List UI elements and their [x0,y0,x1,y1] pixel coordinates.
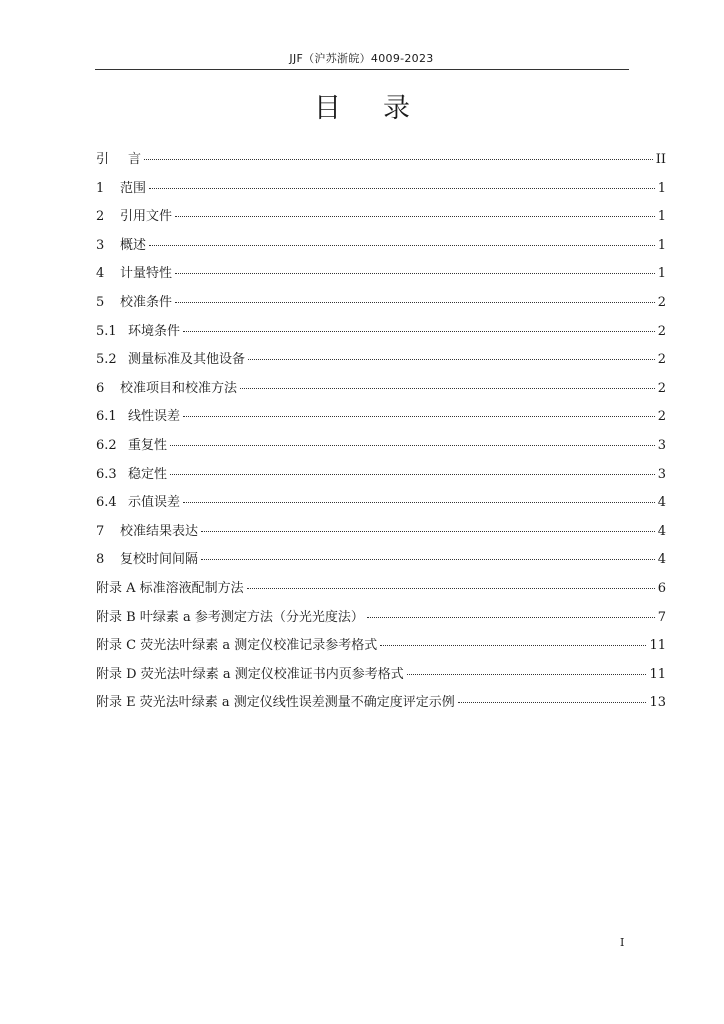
toc-entry-label: 校准结果表达 [120,523,199,539]
toc-entry-label: 言 [128,152,142,167]
toc-entry[interactable] [96,405,666,434]
title-char-2: 录 [383,93,410,124]
toc-entry-page: 2 [657,323,666,339]
toc-entry-label: 引用文件 [120,209,173,225]
toc-entry-page: 6 [657,580,666,596]
toc-entry-label: 计量特性 [120,266,173,282]
table-of-contents [96,148,666,720]
toc-entry-page: 11 [649,666,666,682]
toc-entry-label: 测量标准及其他设备 [128,352,246,368]
toc-entry[interactable] [96,634,666,663]
toc-entry-label: 附录 B 叶绿素 a 参考测定方法（分光光度法） [96,609,364,625]
toc-entry[interactable] [96,234,666,263]
toc-entry[interactable] [96,606,666,635]
toc-entry-label: 示值误差 [128,495,181,511]
toc-leader-dots [183,502,655,503]
toc-entry-page: 11 [649,638,666,654]
toc-entry[interactable] [96,434,666,463]
toc-entry-label: 概述 [120,237,147,253]
toc-leader-dots [183,331,655,332]
toc-entry[interactable] [96,548,666,577]
toc-entry-number: 6.1 [96,409,117,425]
toc-entry-label: 范围 [120,180,147,196]
toc-leader-dots [458,702,647,703]
toc-entry-number: 6 [96,380,105,396]
toc-entry-number: 引 [96,152,110,167]
toc-entry[interactable] [96,148,666,177]
toc-leader-dots [183,416,655,417]
toc-entry-label: 附录 A 标准溶液配制方法 [96,580,244,596]
toc-entry-number: 6.3 [96,466,117,482]
toc-entry-page: 4 [657,552,666,568]
toc-entry-number: 6.2 [96,437,117,453]
toc-entry-page: 3 [657,437,666,453]
toc-leader-dots [380,645,646,646]
toc-entry-number: 5.1 [96,323,117,339]
toc-entry-number: 4 [96,266,105,282]
toc-entry-page: 13 [649,695,666,711]
toc-entry[interactable] [96,177,666,206]
header-rule [95,69,629,70]
toc-entry-page: 3 [657,466,666,482]
toc-entry-label: 附录 C 荧光法叶绿素 a 测定仪校准记录参考格式 [96,638,378,654]
toc-leader-dots [201,531,655,532]
toc-leader-dots [240,388,655,389]
toc-leader-dots [144,159,653,160]
toc-leader-dots [367,617,655,618]
toc-entry-page: 1 [657,237,666,253]
toc-entry[interactable] [96,291,666,320]
toc-entry-label: 附录 E 荧光法叶绿素 a 测定仪线性误差测量不确定度评定示例 [96,695,455,711]
toc-entry[interactable] [96,262,666,291]
toc-entry[interactable] [96,491,666,520]
toc-entry[interactable] [96,691,666,720]
toc-leader-dots [175,302,655,303]
toc-entry-label: 重复性 [128,437,168,453]
toc-leader-dots [248,359,655,360]
title-char-1: 目 [314,93,341,124]
toc-leader-dots [201,559,655,560]
toc-entry-page: 1 [657,180,666,196]
toc-leader-dots [407,674,647,675]
running-header: JJF（沪苏浙皖）4009-2023 [289,52,434,65]
toc-leader-dots [149,245,655,246]
toc-entry-number: 5 [96,294,105,310]
toc-leader-dots [247,588,655,589]
toc-entry-label: 稳定性 [128,466,168,482]
toc-entry-page: 2 [657,380,666,396]
toc-entry-number: 3 [96,237,105,253]
toc-leader-dots [170,474,655,475]
toc-entry-page: II [655,152,666,167]
toc-entry[interactable] [96,348,666,377]
toc-entry[interactable] [96,205,666,234]
toc-entry-label: 线性误差 [128,409,181,425]
toc-entry-number: 2 [96,209,105,225]
toc-entry-label: 复校时间间隔 [120,552,199,568]
page-number: I [620,936,625,949]
toc-entry-number: 6.4 [96,495,117,511]
toc-entry-label: 校准项目和校准方法 [120,380,238,396]
toc-entry-page: 4 [657,495,666,511]
toc-entry-page: 7 [657,609,666,625]
toc-entry-label: 附录 D 荧光法叶绿素 a 测定仪校准证书内页参考格式 [96,666,404,682]
toc-entry-number: 8 [96,552,105,568]
toc-leader-dots [175,216,655,217]
page-title [0,86,724,125]
toc-entry[interactable] [96,463,666,492]
toc-entry-number: 1 [96,180,105,196]
toc-entry-page: 2 [657,352,666,368]
toc-leader-dots [149,188,655,189]
toc-leader-dots [170,445,655,446]
toc-entry-label: 校准条件 [120,294,173,310]
toc-entry[interactable] [96,663,666,692]
toc-entry-page: 1 [657,266,666,282]
toc-entry[interactable] [96,320,666,349]
toc-entry-page: 4 [657,523,666,539]
toc-entry[interactable] [96,577,666,606]
toc-entry-page: 2 [657,294,666,310]
toc-entry-number: 5.2 [96,352,117,368]
toc-entry-label: 环境条件 [128,323,181,339]
toc-entry-number: 7 [96,523,105,539]
toc-entry-page: 2 [657,409,666,425]
toc-entry-page: 1 [657,209,666,225]
toc-leader-dots [175,273,655,274]
toc-entry[interactable] [96,520,666,549]
toc-entry[interactable] [96,377,666,406]
